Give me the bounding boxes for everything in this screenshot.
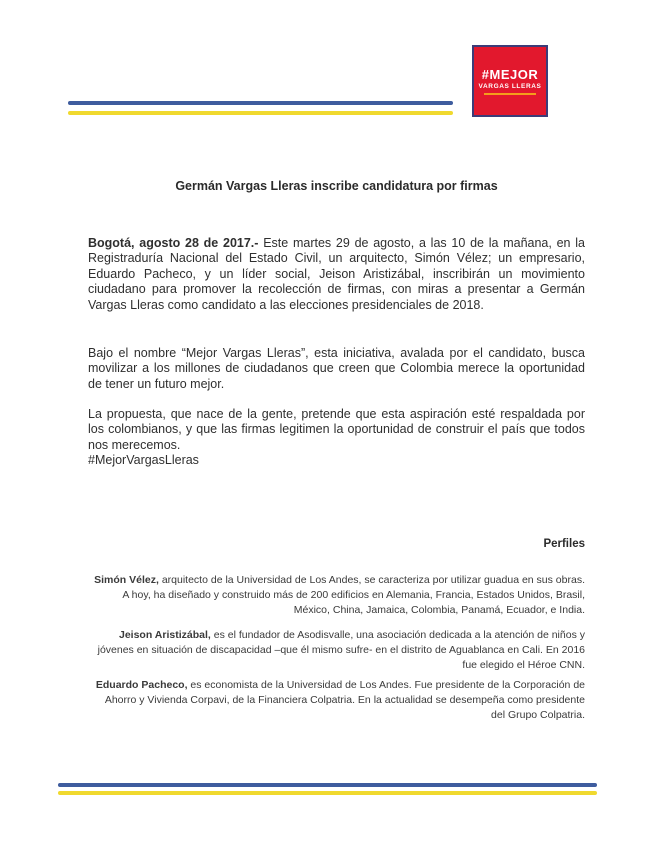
top-yellow-bar <box>68 111 453 115</box>
profile-jeison-aristizabal <box>88 628 585 673</box>
paragraph-announcement <box>88 236 585 314</box>
profile-simon-velez-text: arquitecto de la Universidad de Los Andes, se caracteriza por utilizar guadua en sus obras. A hoy, ha diseñado y construido más de 200 edificios en Alemania, Francia, Estados Unidos, Brasil, México, China, Jamaica, Colombia, Panamá, Ecuador, e India. <box>122 573 585 616</box>
paragraph-initiative-text: Bajo el nombre “Mejor Vargas Lleras”, esta iniciativa, avalada por el candidato, busca movilizar a los millones de ciudadanos que creen que Colombia merece la oportunidad de tener un futuro mejor. <box>88 345 585 391</box>
profile-eduardo-pacheco-text: es economista de la Universidad de Los Andes. Fue presidente de la Corporación de Ahorro y Vivienda Corpavi, de la Financiera Colpatria. En la actualidad se desempeña como presidente del Grupo Colpatria. <box>104 678 585 721</box>
mejor-vargas-lleras-logo <box>472 45 548 117</box>
hashtag-line: #MejorVargasLleras <box>88 453 199 467</box>
profile-simon-velez <box>88 573 585 618</box>
bottom-yellow-bar <box>58 791 597 795</box>
dateline: Bogotá, agosto 28 de 2017.- <box>88 235 259 250</box>
paragraph-initiative <box>88 346 585 393</box>
profile-jeison-aristizabal-text: es el fundador de Asodisvalle, una asociación dedicada a la atención de niños y jóvenes en situación de discapacidad –que él mismo sufre- en el distrito de Aguablanca en Cali. En 2016 fue elegido el Héroe CNN. <box>97 628 585 671</box>
profile-simon-velez-name: Simón Vélez, <box>94 573 159 586</box>
logo-name-text: VARGAS LLERAS <box>478 82 542 90</box>
bottom-blue-bar <box>58 783 597 787</box>
paragraph-proposal <box>88 407 585 469</box>
profile-eduardo-pacheco-name: Eduardo Pacheco, <box>95 678 188 691</box>
top-blue-bar <box>68 101 453 105</box>
profile-jeison-aristizabal-name: Jeison Aristizábal, <box>119 628 211 641</box>
profile-eduardo-pacheco <box>88 678 585 723</box>
paragraph-announcement-text: Este martes 29 de agosto, a las 10 de la mañana, en la Registraduría Nacional del Estado Civil, un arquitecto, Simón Vélez; un empresario, Eduardo Pacheco, y un líder social, Jeison Aristizábal, inscribirán un movimiento ciudadano para promover la recolección de firmas, con miras a presentar a Germán Vargas Lleras como candidato a las elecciones presidenciales de 2018. <box>88 235 585 312</box>
logo-underline <box>484 93 536 95</box>
profiles-heading: Perfiles <box>543 538 585 550</box>
paragraph-proposal-text: La propuesta, que nace de la gente, pretende que esta aspiración esté respaldada por los colombianos, y que las firmas legitimen la oportunidad de construir el país que todos nos merecemos. <box>88 406 585 452</box>
logo-hashtag-text: #MEJOR <box>481 66 539 82</box>
page-title: Germán Vargas Lleras inscribe candidatura por firmas <box>175 179 498 193</box>
